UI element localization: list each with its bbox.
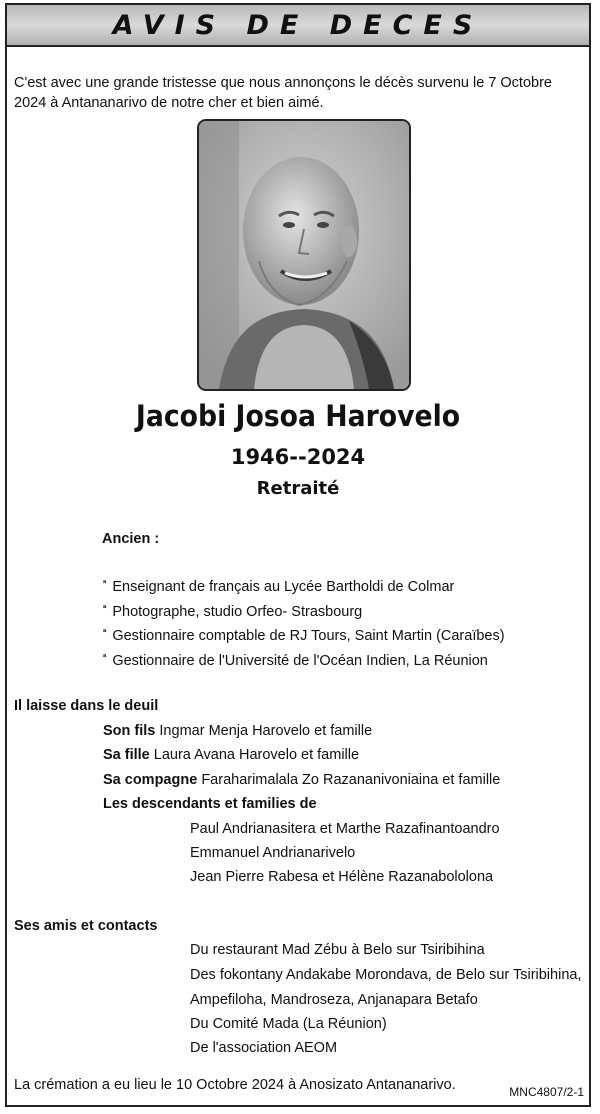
- portrait-photo: [197, 119, 411, 391]
- list-item: Paul Andrianasitera et Marthe Razafinantoandro: [190, 821, 500, 837]
- list-item: Du restaurant Mad Zébu à Belo sur Tsiribihina: [190, 942, 485, 958]
- banner: [7, 5, 589, 47]
- list-item: Des fokontany Andakabe Morondava, de Belo sur Tsiribihina,: [190, 967, 582, 983]
- mourners-heading: Il laisse dans le deuil: [14, 698, 159, 714]
- notice-frame: [5, 3, 591, 1107]
- list-item: Ampefiloha, Mandroseza, Anjanapara Betafo: [190, 992, 478, 1008]
- bullet-icon: ª: [103, 603, 107, 613]
- deceased-name: Jacobi Josoa Harovelo: [135, 399, 461, 433]
- bullet-icon: ª: [103, 652, 107, 662]
- list-item: ª Gestionnaire comptable de RJ Tours, Saint Martin (Caraïbes): [103, 622, 505, 646]
- intro-text: C'est avec une grande tristesse que nous annonçons le décès survenu le 7 Octobre 2024 à Antananarivo de notre cher et bien aimé.: [14, 75, 552, 111]
- list-item: ª Enseignant de français au Lycée Bartholdi de Colmar: [103, 573, 454, 597]
- daughter-line: Sa fille Laura Avana Harovelo et famille: [103, 747, 360, 763]
- closing-text: La crémation a eu lieu le 10 Octobre 2024 à Anosizato Antananarivo.: [14, 1077, 456, 1093]
- portrait-icon: [199, 121, 409, 389]
- list-item: De l'association AEOM: [190, 1040, 338, 1056]
- partner-line: Sa compagne Faraharimalala Zo Razananivoniaina et famille: [103, 772, 501, 788]
- son-line: Son fils Ingmar Menja Harovelo et famille: [103, 723, 373, 739]
- life-years: 1946--2024: [230, 445, 366, 469]
- former-heading: Ancien :: [102, 531, 160, 547]
- friends-heading: Ses amis et contacts: [14, 918, 158, 934]
- list-item: Jean Pierre Rabesa et Hélène Razanabololona: [190, 869, 494, 885]
- banner-title: AVIS DE DECES: [112, 9, 484, 41]
- list-item: Du Comité Mada (La Réunion): [190, 1016, 387, 1032]
- bullet-icon: ª: [103, 578, 107, 588]
- list-item: ª Photographe, studio Orfeo- Strasbourg: [103, 598, 362, 622]
- reference-code: MNC4807/2-1: [509, 1085, 584, 1099]
- bullet-icon: ª: [103, 627, 107, 637]
- list-item: ª Gestionnaire de l'Université de l'Océan Indien, La Réunion: [103, 647, 488, 671]
- deceased-status: Retraité: [256, 478, 340, 499]
- descendants-heading: Les descendants et families de: [103, 796, 317, 812]
- list-item: Emmanuel Andrianarivelo: [190, 845, 356, 861]
